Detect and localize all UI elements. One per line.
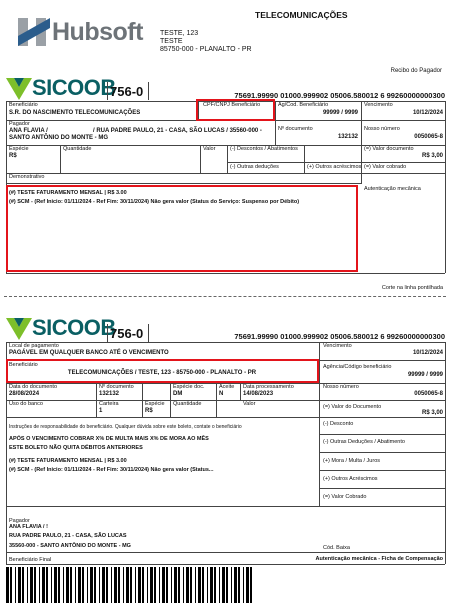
receipt-ndoc-label: Nº documento — [278, 126, 313, 132]
barcode-bar — [82, 567, 84, 603]
slip-instr-line-4: (#) SCM - (Ref Inicio: 01/11/2024 - Ref Fim: 30/11/2024) Não gera valor (Status... — [9, 467, 214, 473]
receipt-pagador-line2: SANTO ANTÔNIO DO MONTE - MG — [9, 135, 108, 141]
slip-nosso-label: Nosso número — [323, 384, 359, 390]
barcode-bar — [27, 567, 28, 603]
slip-autent-label: Autenticação mecânica - Ficha de Compensação — [315, 556, 443, 562]
company-title: TELECOMUNICAÇÕES — [255, 10, 348, 20]
slip-data-doc: 28/08/2024 — [9, 391, 40, 397]
cut-label: Corte na linha pontilhada — [381, 285, 443, 291]
slip-valor-cobrado-label: (=) Valor Cobrado — [323, 494, 367, 500]
slip-local-label: Local de pagamento — [9, 343, 59, 349]
slip-desconto-label: (-) Desconto — [323, 421, 354, 427]
barcode-bar — [30, 567, 33, 603]
receipt-nosso-label: Nosso número — [364, 126, 400, 132]
receipt-digitable-line: 75691.99990 01000.999902 05006.580012 6 99260000000300 — [234, 91, 445, 100]
slip-ndoc-label: Nº documento — [99, 384, 134, 390]
slip-instr-line-2: ESTE BOLETO NÃO QUITA DÉBITOS ANTERIORES — [9, 445, 143, 451]
slip-valor-doc-label: (=) Valor do Documento — [323, 404, 382, 410]
barcode-bar — [6, 567, 9, 603]
receipt-label: Recibo do Pagador — [390, 68, 442, 74]
company-name-line: TESTE, 123 — [160, 30, 199, 37]
barcode — [6, 567, 256, 603]
barcode-bar — [166, 567, 168, 603]
receipt-autent-label: Autenticação mecânica — [364, 186, 421, 192]
slip-especie-doc: DM — [173, 391, 183, 397]
slip-pagador-label: Pagador — [9, 518, 30, 524]
sicoob-logo-text: SICOOB — [32, 75, 116, 100]
barcode-bar — [34, 567, 36, 603]
barcode-bar — [226, 567, 228, 603]
barcode-bar — [118, 567, 120, 603]
slip-agencia-label: Agência/Código beneficiário — [323, 364, 392, 370]
slip-bank-code: 756-0 — [110, 326, 144, 341]
slip-beneficiario-label: Beneficiário — [9, 362, 38, 368]
slip-data-proc-label: Data processamento — [243, 384, 294, 390]
barcode-bar — [246, 567, 249, 603]
barcode-bar — [114, 567, 117, 603]
barcode-bar — [219, 567, 220, 603]
barcode-bar — [190, 567, 192, 603]
barcode-bar — [63, 567, 64, 603]
barcode-bar — [18, 567, 21, 603]
barcode-bar — [42, 567, 45, 603]
receipt-valor-doc: R$ 3,00 — [421, 153, 443, 159]
slip-instr-line-1: APÓS O VENCIMENTO COBRAR X% DE MULTA MAIS X% DE MORA AO MÊS — [9, 436, 209, 442]
barcode-bar — [22, 567, 24, 603]
receipt-cpf-label: CPF/CNPJ Beneficiário — [203, 102, 261, 108]
barcode-bar — [171, 567, 172, 603]
receipt-agencia-label: Ag/Cod. Beneficiário — [278, 102, 329, 108]
company-zip-line: 85750-000 - PLANALTO - PR — [160, 46, 252, 53]
slip-cod-baixa-label: Cód. Baixa — [323, 545, 350, 551]
barcode-bar — [87, 567, 88, 603]
receipt-demonstrativo-label: Demonstrativo — [9, 174, 45, 180]
highlight-cpf-box — [196, 99, 275, 121]
slip-data-proc: 14/08/2023 — [243, 391, 274, 397]
slip-mora-label: (+) Mora / Multa / Juros — [323, 458, 381, 464]
barcode-bar — [66, 567, 69, 603]
barcode-bar — [75, 567, 76, 603]
barcode-bar — [207, 567, 208, 603]
receipt-especie-label: Espécie — [9, 146, 29, 152]
barcode-bar — [78, 567, 81, 603]
slip-especie: R$ — [145, 408, 153, 414]
barcode-bar — [238, 567, 240, 603]
barcode-bar — [111, 567, 112, 603]
barcode-bar — [138, 567, 141, 603]
barcode-bar — [10, 567, 12, 603]
slip-carteira: 1 — [99, 408, 103, 414]
barcode-bar — [39, 567, 40, 603]
slip-data-doc-label: Data do documento — [9, 384, 58, 390]
barcode-bar — [150, 567, 153, 603]
barcode-bar — [178, 567, 180, 603]
slip-nosso: 0050065-8 — [414, 391, 443, 397]
slip-bank-logo — [6, 314, 116, 342]
slip-outras-ded-label: (-) Outras Deduções / Abatimento — [323, 439, 405, 445]
highlight-demonstrativo-box — [6, 185, 358, 272]
slip-instr-line-3: (#) TESTE FATURAMENTO MENSAL | R$ 3.00 — [9, 458, 127, 464]
slip-vencimento-label: Vencimento — [323, 343, 352, 349]
cut-line — [4, 296, 446, 297]
barcode-bar — [195, 567, 196, 603]
barcode-bar — [162, 567, 165, 603]
barcode-bar — [94, 567, 96, 603]
receipt-bank-code: 756-0 — [110, 84, 144, 99]
slip-instr-label: Instruções de responsabilidade do beneficiário. Qualquer dúvida sobre este boleto, contate o beneficiário — [9, 424, 242, 430]
slip-ndoc: 132132 — [99, 391, 120, 397]
receipt-valor-doc-label: (=) Valor documento — [364, 146, 414, 152]
barcode-bar — [135, 567, 136, 603]
slip-beneficiario: TELECOMUNICAÇÕES / TESTE, 123 - 85750-000 - PLANALTO - PR — [67, 370, 257, 376]
barcode-bar — [90, 567, 93, 603]
slip-especie-label: Espécie — [145, 401, 165, 407]
barcode-bar — [222, 567, 225, 603]
barcode-bar — [159, 567, 160, 603]
slip-pagador-line1: ANA FLAVIA / ! — [9, 524, 48, 530]
slip-digitable-line: 75691.99990 01000.999902 05006.580012 6 99260000000300 — [234, 332, 445, 341]
barcode-bar — [106, 567, 108, 603]
slip-agencia: 99999 / 9999 — [407, 372, 443, 378]
receipt-vencimento: 10/12/2024 — [412, 110, 443, 116]
receipt-agencia: 99999 / 9999 — [322, 110, 358, 116]
slip-pagador-line3: 35560-000 - SANTO ANTÔNIO DO MONTE - MG — [9, 543, 131, 549]
slip-aceite-label: Aceite — [219, 384, 235, 390]
barcode-bar — [142, 567, 144, 603]
barcode-bar — [210, 567, 213, 603]
company-address — [160, 30, 300, 54]
receipt-pagador-label: Pagador — [9, 121, 30, 127]
barcode-bar — [54, 567, 57, 603]
company-city-line: TESTE — [160, 38, 183, 45]
slip-valor-label: Valor — [243, 401, 256, 407]
barcode-bar — [58, 567, 60, 603]
barcode-bar — [147, 567, 148, 603]
receipt-qtd-label: Quantidade — [63, 146, 92, 152]
receipt-outras-ded-label: (-) Outras deduções — [230, 164, 279, 170]
barcode-bar — [99, 567, 100, 603]
barcode-bar — [234, 567, 237, 603]
highlight-beneficiario-box — [6, 359, 319, 383]
receipt-outros-acr-label: (+) Outros acréscimos — [307, 164, 362, 170]
barcode-bar — [15, 567, 16, 603]
receipt-descontos-label: (-) Descontos / Abatimentos — [230, 146, 298, 152]
barcode-bar — [183, 567, 184, 603]
receipt-especie: R$ — [9, 153, 17, 159]
slip-outros-acr-label: (+) Outros Acréscimos — [323, 476, 378, 482]
barcode-bar — [198, 567, 201, 603]
receipt-pagador-line1b: / RUA PADRE PAULO, 21 - CASA, SÃO LUCAS / 35560-000 - — [93, 128, 262, 134]
barcode-bar — [126, 567, 129, 603]
slip-aceite: N — [219, 391, 224, 397]
slip-vencimento: 10/12/2024 — [412, 350, 443, 356]
barcode-bar — [214, 567, 216, 603]
barcode-bar — [51, 567, 52, 603]
receipt-demo-line-1: (#) TESTE FATURAMENTO MENSAL | R$ 3.00 — [9, 190, 127, 196]
receipt-demo-line-2: (#) SCM - (Ref Inicio: 01/11/2024 - Ref Fim: 30/11/2024) Não gera valor (Status do Serviço: Suspenso por Débito) — [9, 199, 300, 205]
receipt-bank-logo — [6, 74, 116, 102]
slip-especie-doc-label: Espécie doc. — [173, 384, 205, 390]
receipt-nosso: 0050065-8 — [414, 134, 443, 140]
receipt-beneficiario-label: Beneficiário — [9, 102, 38, 108]
barcode-bar — [46, 567, 48, 603]
barcode-bar — [123, 567, 124, 603]
receipt-valor-label: Valor — [203, 146, 216, 152]
barcode-bar — [70, 567, 72, 603]
sicoob-logo-text: SICOOB — [32, 315, 116, 340]
hubsoft-logo — [14, 14, 144, 50]
barcode-bar — [154, 567, 156, 603]
barcode-bar — [186, 567, 189, 603]
receipt-valor-cobrado-label: (=) Valor cobrado — [364, 164, 407, 170]
slip-quantidade-label: Quantidade — [173, 401, 202, 407]
slip-local: PAGÁVEL EM QUALQUER BANCO ATÉ O VENCIMENTO — [9, 350, 169, 356]
barcode-bar — [102, 567, 105, 603]
receipt-beneficiario: S.R. DO NASCIMENTO TELECOMUNICAÇÕES — [9, 110, 141, 116]
barcode-bar — [130, 567, 132, 603]
slip-valor-doc: R$ 3,00 — [421, 410, 443, 416]
receipt-pagador-line1: ANA FLAVIA / — [9, 128, 48, 134]
slip-benef-final-label: Beneficiário Final — [9, 557, 52, 563]
slip-uso-banco-label: Uso do banco — [9, 401, 43, 407]
sicoob-icon — [6, 316, 32, 340]
hubsoft-logo-icon — [14, 14, 54, 50]
barcode-bar — [174, 567, 177, 603]
barcode-bar — [250, 567, 252, 603]
sicoob-icon — [6, 76, 32, 100]
barcode-bar — [243, 567, 244, 603]
slip-carteira-label: Carteira — [99, 401, 119, 407]
receipt-ndoc: 132132 — [337, 134, 358, 140]
barcode-bar — [202, 567, 204, 603]
slip-pagador-line2: RUA PADRE PAULO, 21 - CASA, SÃO LUCAS — [9, 533, 127, 539]
barcode-bar — [231, 567, 232, 603]
hubsoft-logo-text: Hubsoft — [52, 18, 143, 46]
receipt-vencimento-label: Vencimento — [364, 102, 393, 108]
